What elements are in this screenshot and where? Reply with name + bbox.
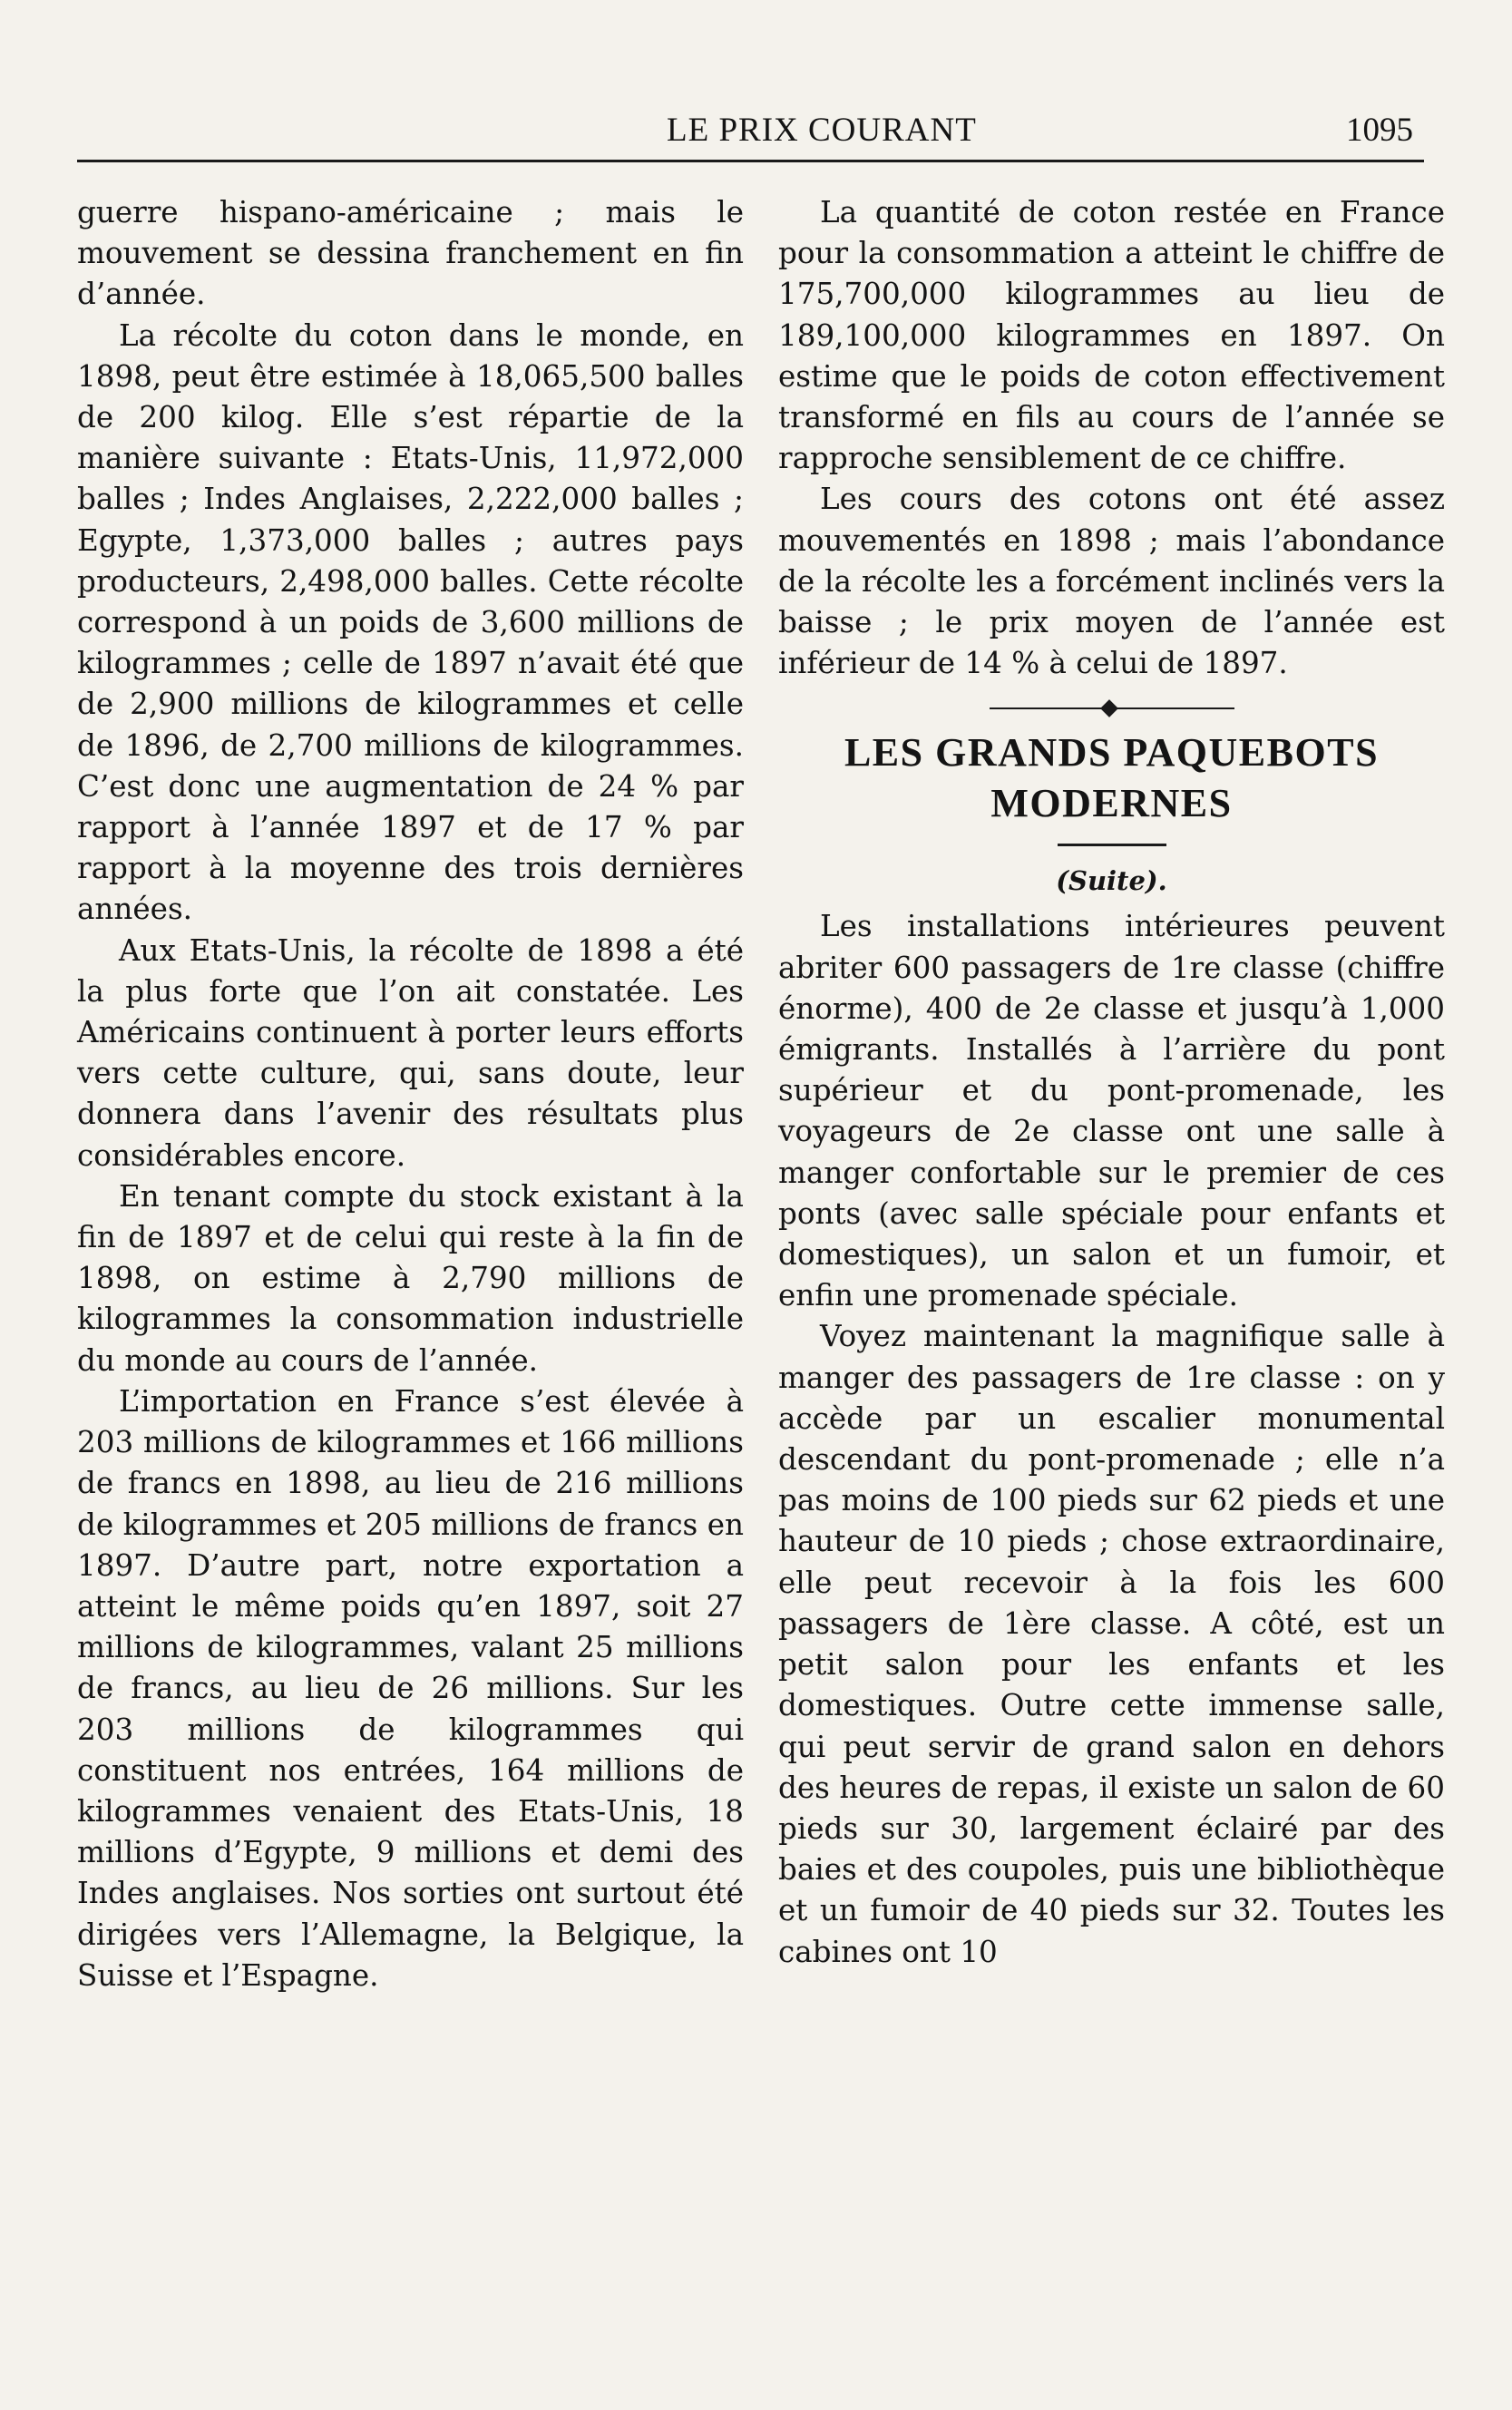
paragraph: Les cours des cotons ont été assez mouvementés en 1898 ; mais l’abondance de la récolte les a forcément inclinés vers la baisse ; le prix moyen de l’année est inférieur de 14 % à celui de 1897. xyxy=(778,482,1445,681)
title-rule xyxy=(1058,844,1166,846)
section-divider xyxy=(990,707,1234,709)
page-header xyxy=(77,111,1424,156)
paragraph: Les installations intérieures peuvent abriter 600 passagers de 1re classe (chiffre énorme), 400 de 2e classe et jusqu’à 1,000 émigrants. Installés à l’arrière du pont supérieur et du pont-promenade, les voyageurs de 2e classe ont une salle à manger confortable sur le premier de ces ponts (avec salle spéciale pour enfants et domestiques), un salon et un fumoir, et enfin une promenade spéciale. xyxy=(778,909,1445,1313)
header-rule xyxy=(77,160,1424,162)
right-column xyxy=(778,192,1445,1973)
paragraph: Voyez maintenant la magnifique salle à manger des passagers de 1re classe : on y accède par un escalier monumental descendant du pont-promenade ; elle n’a pas moins de 100 pieds sur 62 pieds et une hauteur de 10 pieds ; chose extraordinaire, elle peut recevoir à la fois les 600 passagers de 1ère classe. A côté, est un petit salon pour les enfants et les domestiques. Outre cette immense salle, qui peut servir de grand salon en dehors des heures de repas, il existe un salon de 60 pieds sur 30, largement éclairé par des baies et des coupoles, puis une bibliothèque et un fumoir de 40 pieds sur 32. Toutes les cabines ont 10 xyxy=(778,1319,1445,1969)
running-title: LE PRIX COURANT xyxy=(667,112,977,149)
paragraph: La récolte du coton dans le monde, en 1898, peut être estimée à 18,065,500 balles de 200 kilog. Elle s’est répartie de la manière suivante : Etats-Unis, 11,972,000 balles ; Indes Anglaises, 2,222,000 balles ; Egypte, 1,373,000 balles ; autres pays producteurs, 2,498,000 balles. Cette récolte correspond à un poids de 3,600 millions de kilogrammes ; celle de 1897 n’avait été que de 2,900 millions de kilogrammes et celle de 1896, de 2,700 millions de kilogrammes. C’est donc une augmentation de 24 % par rapport à l’année 1897 et de 17 % par rapport à la moyenne des trois dernières années. xyxy=(77,317,744,927)
paragraph: L’importation en France s’est élevée à 203 millions de kilogrammes et 166 millions de francs en 1898, au lieu de 216 millions de kilogrammes et 205 millions de francs en 1897. D’autre part, notre exportation a atteint le même poids qu’en 1897, soit 27 millions de kilogrammes, valant 25 millions de francs, au lieu de 26 millions. Sur les 203 millions de kilogrammes qui constituent nos entrées, 164 millions de kilogrammes venaient des Etats-Unis, 18 millions d’Egypte, 9 millions et demi des Indes anglaises. Nos sorties ont surtout été dirigées vers l’Allemagne, la Belgique, la Suisse et l’Espagne. xyxy=(77,1383,744,1993)
diamond-ornament-icon xyxy=(1100,700,1118,718)
section-title-line-2: MODERNES xyxy=(990,781,1233,826)
paragraph: Aux Etats-Unis, la récolte de 1898 a été la plus forte que l’on ait constatée. Les Américains continuent à porter leurs efforts vers cette culture, qui, sans doute, leur donnera dans l’avenir des résultats plus considérables encore. xyxy=(77,932,744,1173)
section-title-line-1: LES GRANDS PAQUEBOTS xyxy=(844,730,1380,776)
continuation-note: (Suite). xyxy=(1056,865,1167,897)
paragraph: guerre hispano-américaine ; mais le mouvement se dessina franchement en fin d’année. xyxy=(77,195,744,312)
paragraph: La quantité de coton restée en France pour la consommation a atteint le chiffre de 175,700,000 kilogrammes au lieu de 189,100,000 kilogrammes en 1897. On estime que le poids de coton effectivement transformé en fils au cours de l’année se rapproche sensiblement de ce chiffre. xyxy=(778,195,1445,476)
page-number: 1095 xyxy=(1346,112,1413,149)
paragraph: En tenant compte du stock existant à la fin de 1897 et de celui qui reste à la fin de 1898, on estime à 2,790 millions de kilogrammes la consommation industrielle du monde au cours de l’année. xyxy=(77,1178,744,1378)
left-column xyxy=(77,192,744,1996)
